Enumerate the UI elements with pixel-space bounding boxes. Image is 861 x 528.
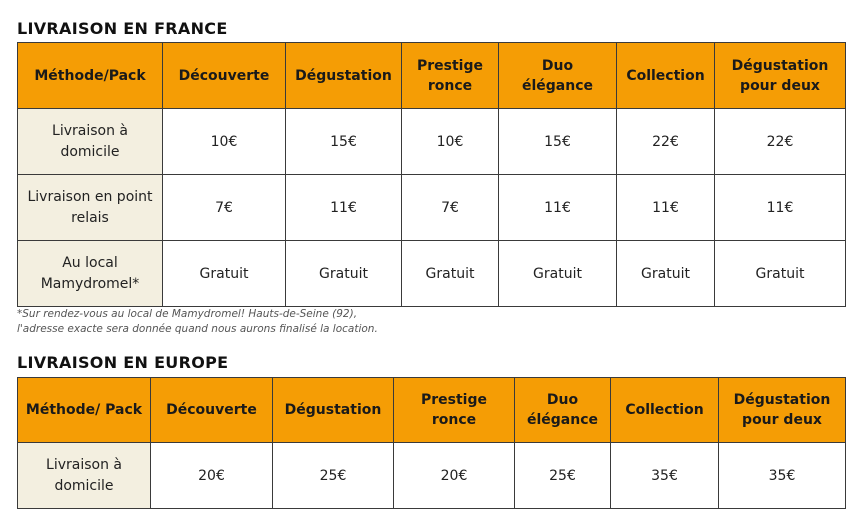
column-header-method: Méthode/ Pack bbox=[18, 378, 151, 443]
column-header-collection: Collection bbox=[611, 378, 719, 443]
table-row bbox=[18, 241, 846, 307]
footnote-line: l'adresse exacte sera donnée quand nous aurons finalisé la location. bbox=[17, 323, 378, 335]
price-cell: Gratuit bbox=[163, 241, 286, 307]
price-cell: 22€ bbox=[715, 109, 846, 175]
price-cell: 20€ bbox=[394, 443, 515, 509]
price-cell: 7€ bbox=[402, 175, 499, 241]
column-header-duo-elegance: Duo élégance bbox=[515, 378, 611, 443]
column-header-prestige-ronce: Prestige ronce bbox=[394, 378, 515, 443]
column-header-degustation-pour-deux: Dégustation pour deux bbox=[719, 378, 846, 443]
column-header-duo-elegance: Duo élégance bbox=[499, 43, 617, 109]
france-shipping-table bbox=[17, 42, 846, 307]
price-cell: Gratuit bbox=[715, 241, 846, 307]
table-row bbox=[18, 175, 846, 241]
column-header-degustation: Dégustation bbox=[273, 378, 394, 443]
france-section-title: LIVRAISON EN FRANCE bbox=[17, 19, 228, 38]
price-cell: 25€ bbox=[515, 443, 611, 509]
price-cell: Gratuit bbox=[499, 241, 617, 307]
table-header-row bbox=[18, 43, 846, 109]
column-header-degustation-pour-deux: Dégustation pour deux bbox=[715, 43, 846, 109]
footnote-line: *Sur rendez-vous au local de Mamydromel! Hauts-de-Seine (92), bbox=[17, 308, 358, 320]
column-header-collection: Collection bbox=[617, 43, 715, 109]
price-cell: 15€ bbox=[499, 109, 617, 175]
column-header-decouverte: Découverte bbox=[151, 378, 273, 443]
table-header-row bbox=[18, 378, 846, 443]
row-label-home-delivery: Livraison à domicile bbox=[18, 443, 151, 509]
price-cell: 35€ bbox=[719, 443, 846, 509]
price-cell: 11€ bbox=[715, 175, 846, 241]
footnote bbox=[17, 307, 378, 337]
price-cell: 10€ bbox=[402, 109, 499, 175]
price-cell: 11€ bbox=[499, 175, 617, 241]
price-cell: 20€ bbox=[151, 443, 273, 509]
price-cell: 7€ bbox=[163, 175, 286, 241]
europe-shipping-table bbox=[17, 377, 846, 509]
column-header-decouverte: Découverte bbox=[163, 43, 286, 109]
row-label-relay-point: Livraison en point relais bbox=[18, 175, 163, 241]
column-header-prestige-ronce: Prestige ronce bbox=[402, 43, 499, 109]
row-label-local-pickup: Au local Mamydromel* bbox=[18, 241, 163, 307]
price-cell: 10€ bbox=[163, 109, 286, 175]
price-cell: 11€ bbox=[617, 175, 715, 241]
price-cell: Gratuit bbox=[617, 241, 715, 307]
price-cell: Gratuit bbox=[286, 241, 402, 307]
price-cell: 35€ bbox=[611, 443, 719, 509]
europe-section-title: LIVRAISON EN EUROPE bbox=[17, 353, 229, 372]
table-row bbox=[18, 109, 846, 175]
price-cell: 11€ bbox=[286, 175, 402, 241]
price-cell: 15€ bbox=[286, 109, 402, 175]
price-cell: Gratuit bbox=[402, 241, 499, 307]
column-header-method: Méthode/Pack bbox=[18, 43, 163, 109]
column-header-degustation: Dégustation bbox=[286, 43, 402, 109]
price-cell: 25€ bbox=[273, 443, 394, 509]
row-label-home-delivery: Livraison à domicile bbox=[18, 109, 163, 175]
price-cell: 22€ bbox=[617, 109, 715, 175]
table-row bbox=[18, 443, 846, 509]
